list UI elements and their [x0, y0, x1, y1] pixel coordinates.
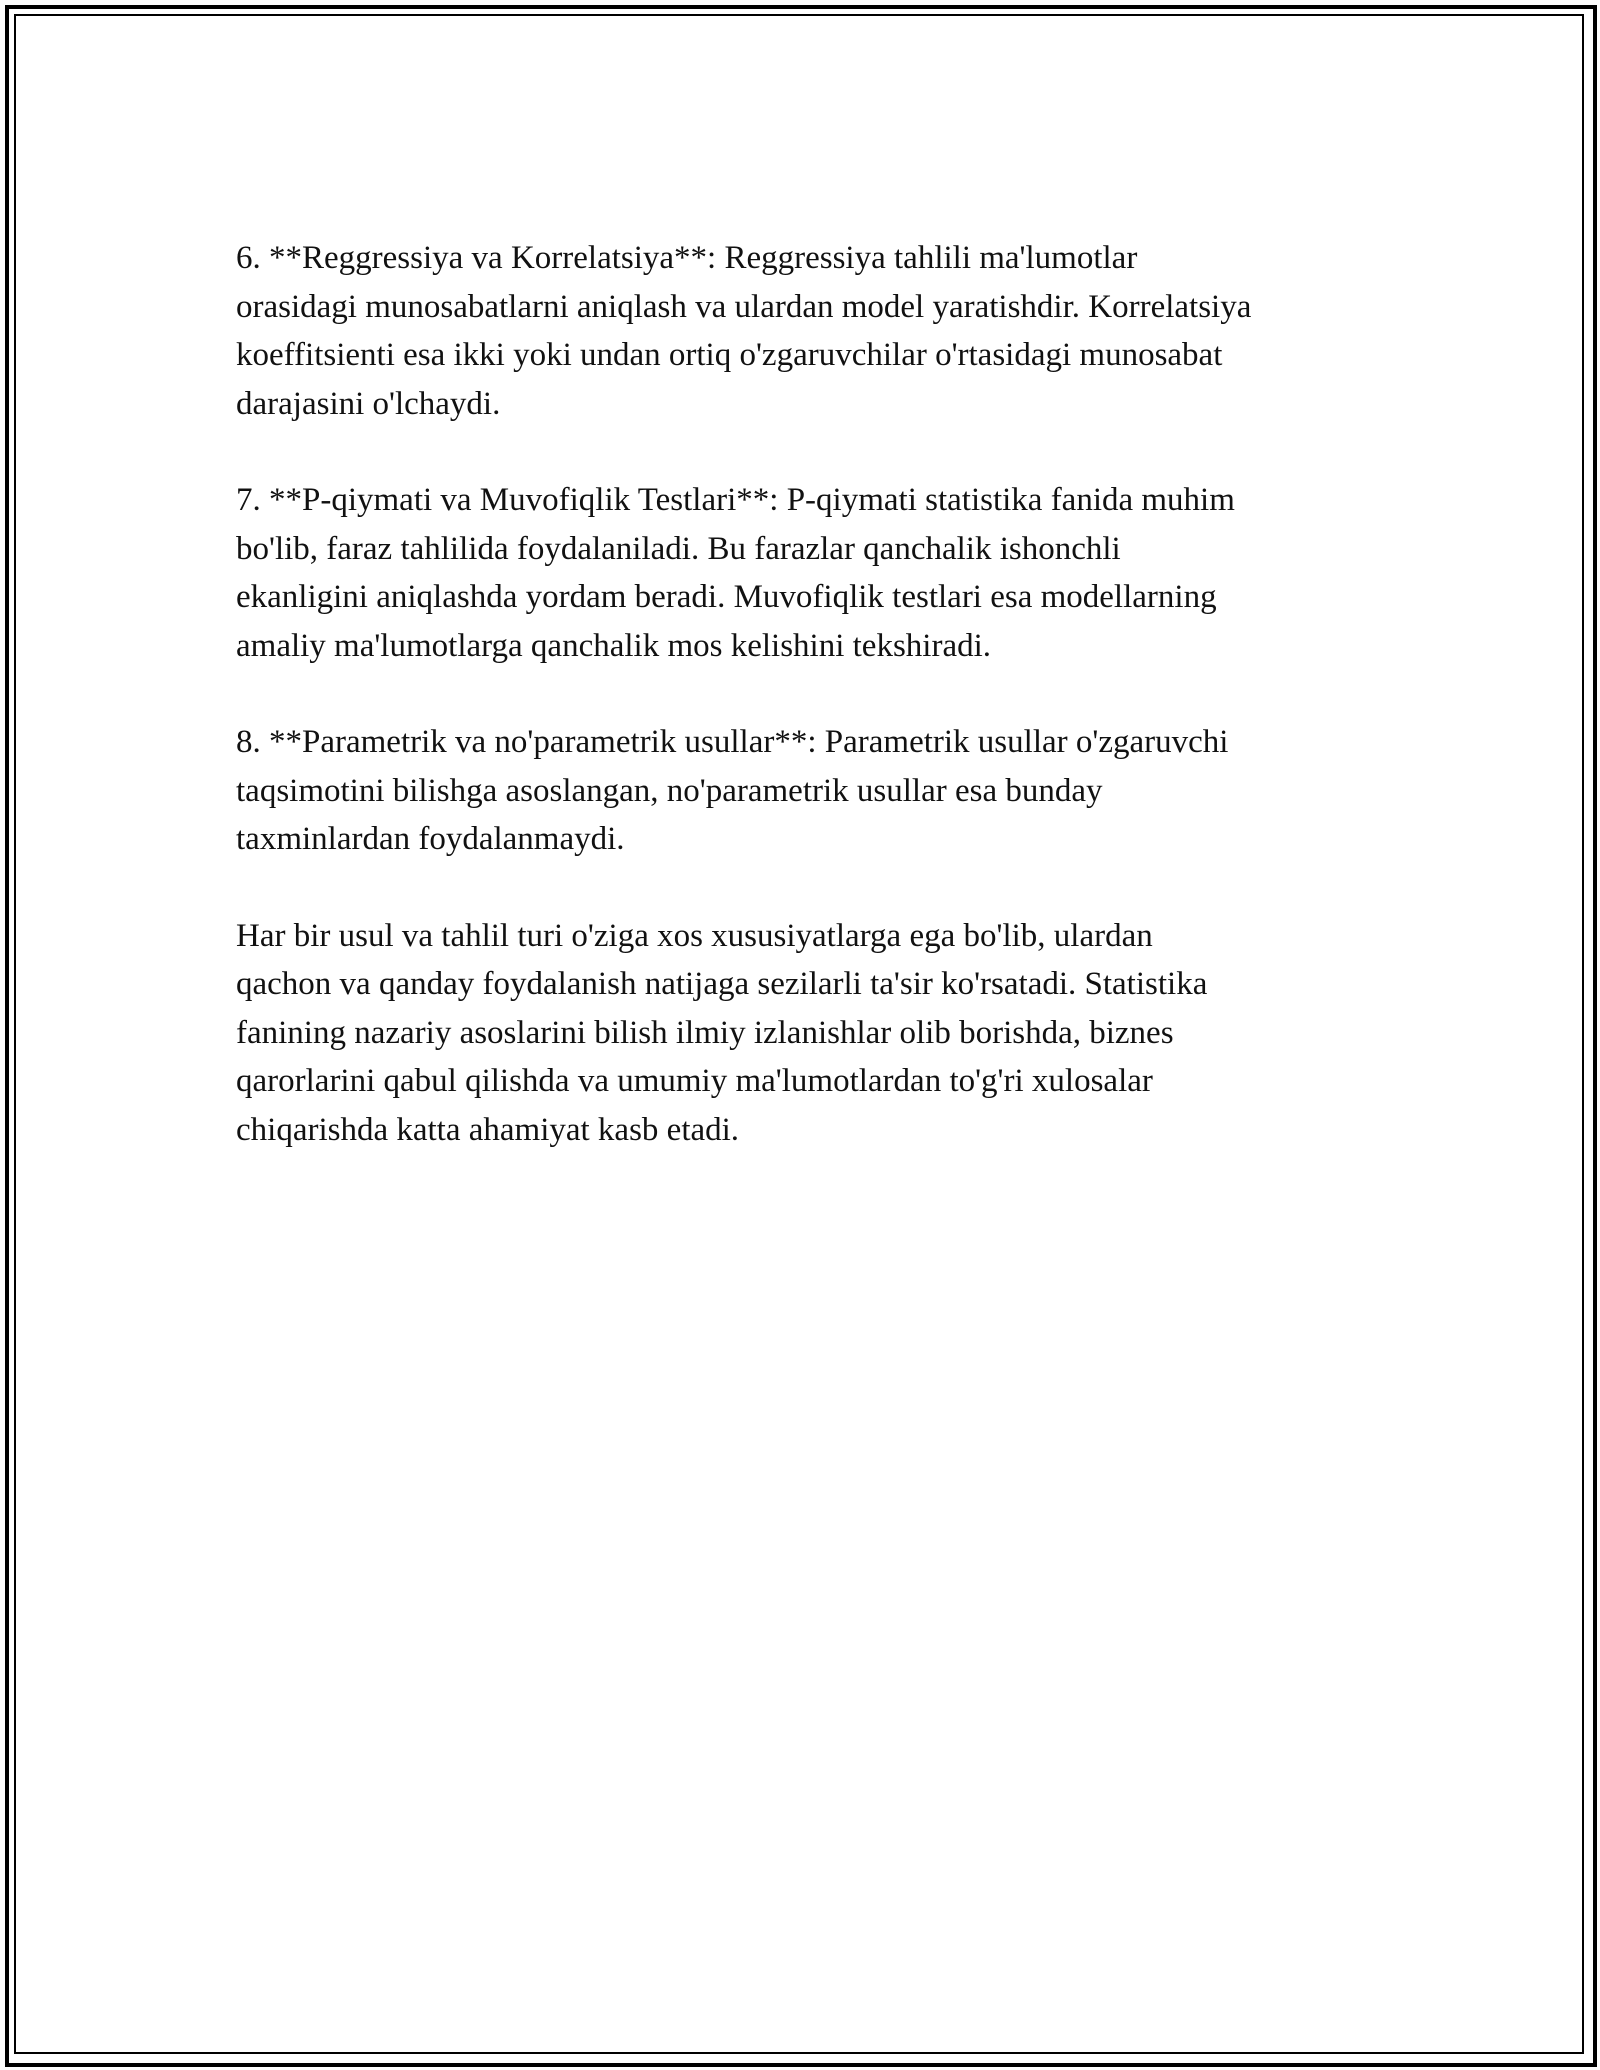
document-body — [236, 234, 1376, 1202]
paragraph-p-value-tests — [236, 476, 1376, 670]
text-line: qachon va qanday foydalanish natijaga sezilarli ta'sir ko'rsatadi. Statistika — [236, 966, 1208, 1002]
paragraph-conclusion — [236, 912, 1376, 1155]
text-line: bo'lib, faraz tahlilida foydalaniladi. Bu farazlar qanchalik ishonchli — [236, 530, 1121, 567]
text-line: koeffitsienti esa ikki yoki undan ortiq o'zgaruvchilar o'rtasidagi munosabat — [236, 337, 1223, 373]
text-line: 7. **P-qiymati va Muvofiqlik Testlari**: P-qiymati statistika fanida muhim — [236, 482, 1235, 518]
paragraph-parametric-methods — [236, 718, 1376, 864]
paragraph-regression-correlation — [236, 234, 1376, 428]
text-line: fanining nazariy asoslarini bilish ilmiy izlanishlar olib borishda, biznes — [236, 1014, 1174, 1051]
text-line: amaliy ma'lumotlarga qanchalik mos kelishini tekshiradi. — [236, 627, 992, 664]
text-line: Har bir usul va tahlil turi o'ziga xos xususiyatlarga ega bo'lib, ulardan — [236, 917, 1153, 954]
text-line: 8. **Parametrik va no'parametrik usullar**: Parametrik usullar o'zgaruvchi — [236, 724, 1229, 760]
text-line: darajasini o'lchaydi. — [236, 385, 501, 422]
text-line: 6. **Reggressiya va Korrelatsiya**: Reggressiya tahlili ma'lumotlar — [236, 240, 1138, 276]
text-line: orasidagi munosabatlarni aniqlash va ulardan model yaratishdir. Korrelatsiya — [236, 288, 1252, 325]
text-line: ekanligini aniqlashda yordam beradi. Muvofiqlik testlari esa modellarning — [236, 579, 1217, 615]
text-line: chiqarishda katta ahamiyat kasb etadi. — [236, 1111, 740, 1148]
text-line: qarorlarini qabul qilishda va umumiy ma'lumotlardan to'g'ri xulosalar — [236, 1063, 1153, 1099]
text-line: taqsimotini bilishga asoslangan, no'parametrik usullar esa bunday — [236, 772, 1103, 809]
text-line: taxminlardan foydalanmaydi. — [236, 821, 625, 857]
